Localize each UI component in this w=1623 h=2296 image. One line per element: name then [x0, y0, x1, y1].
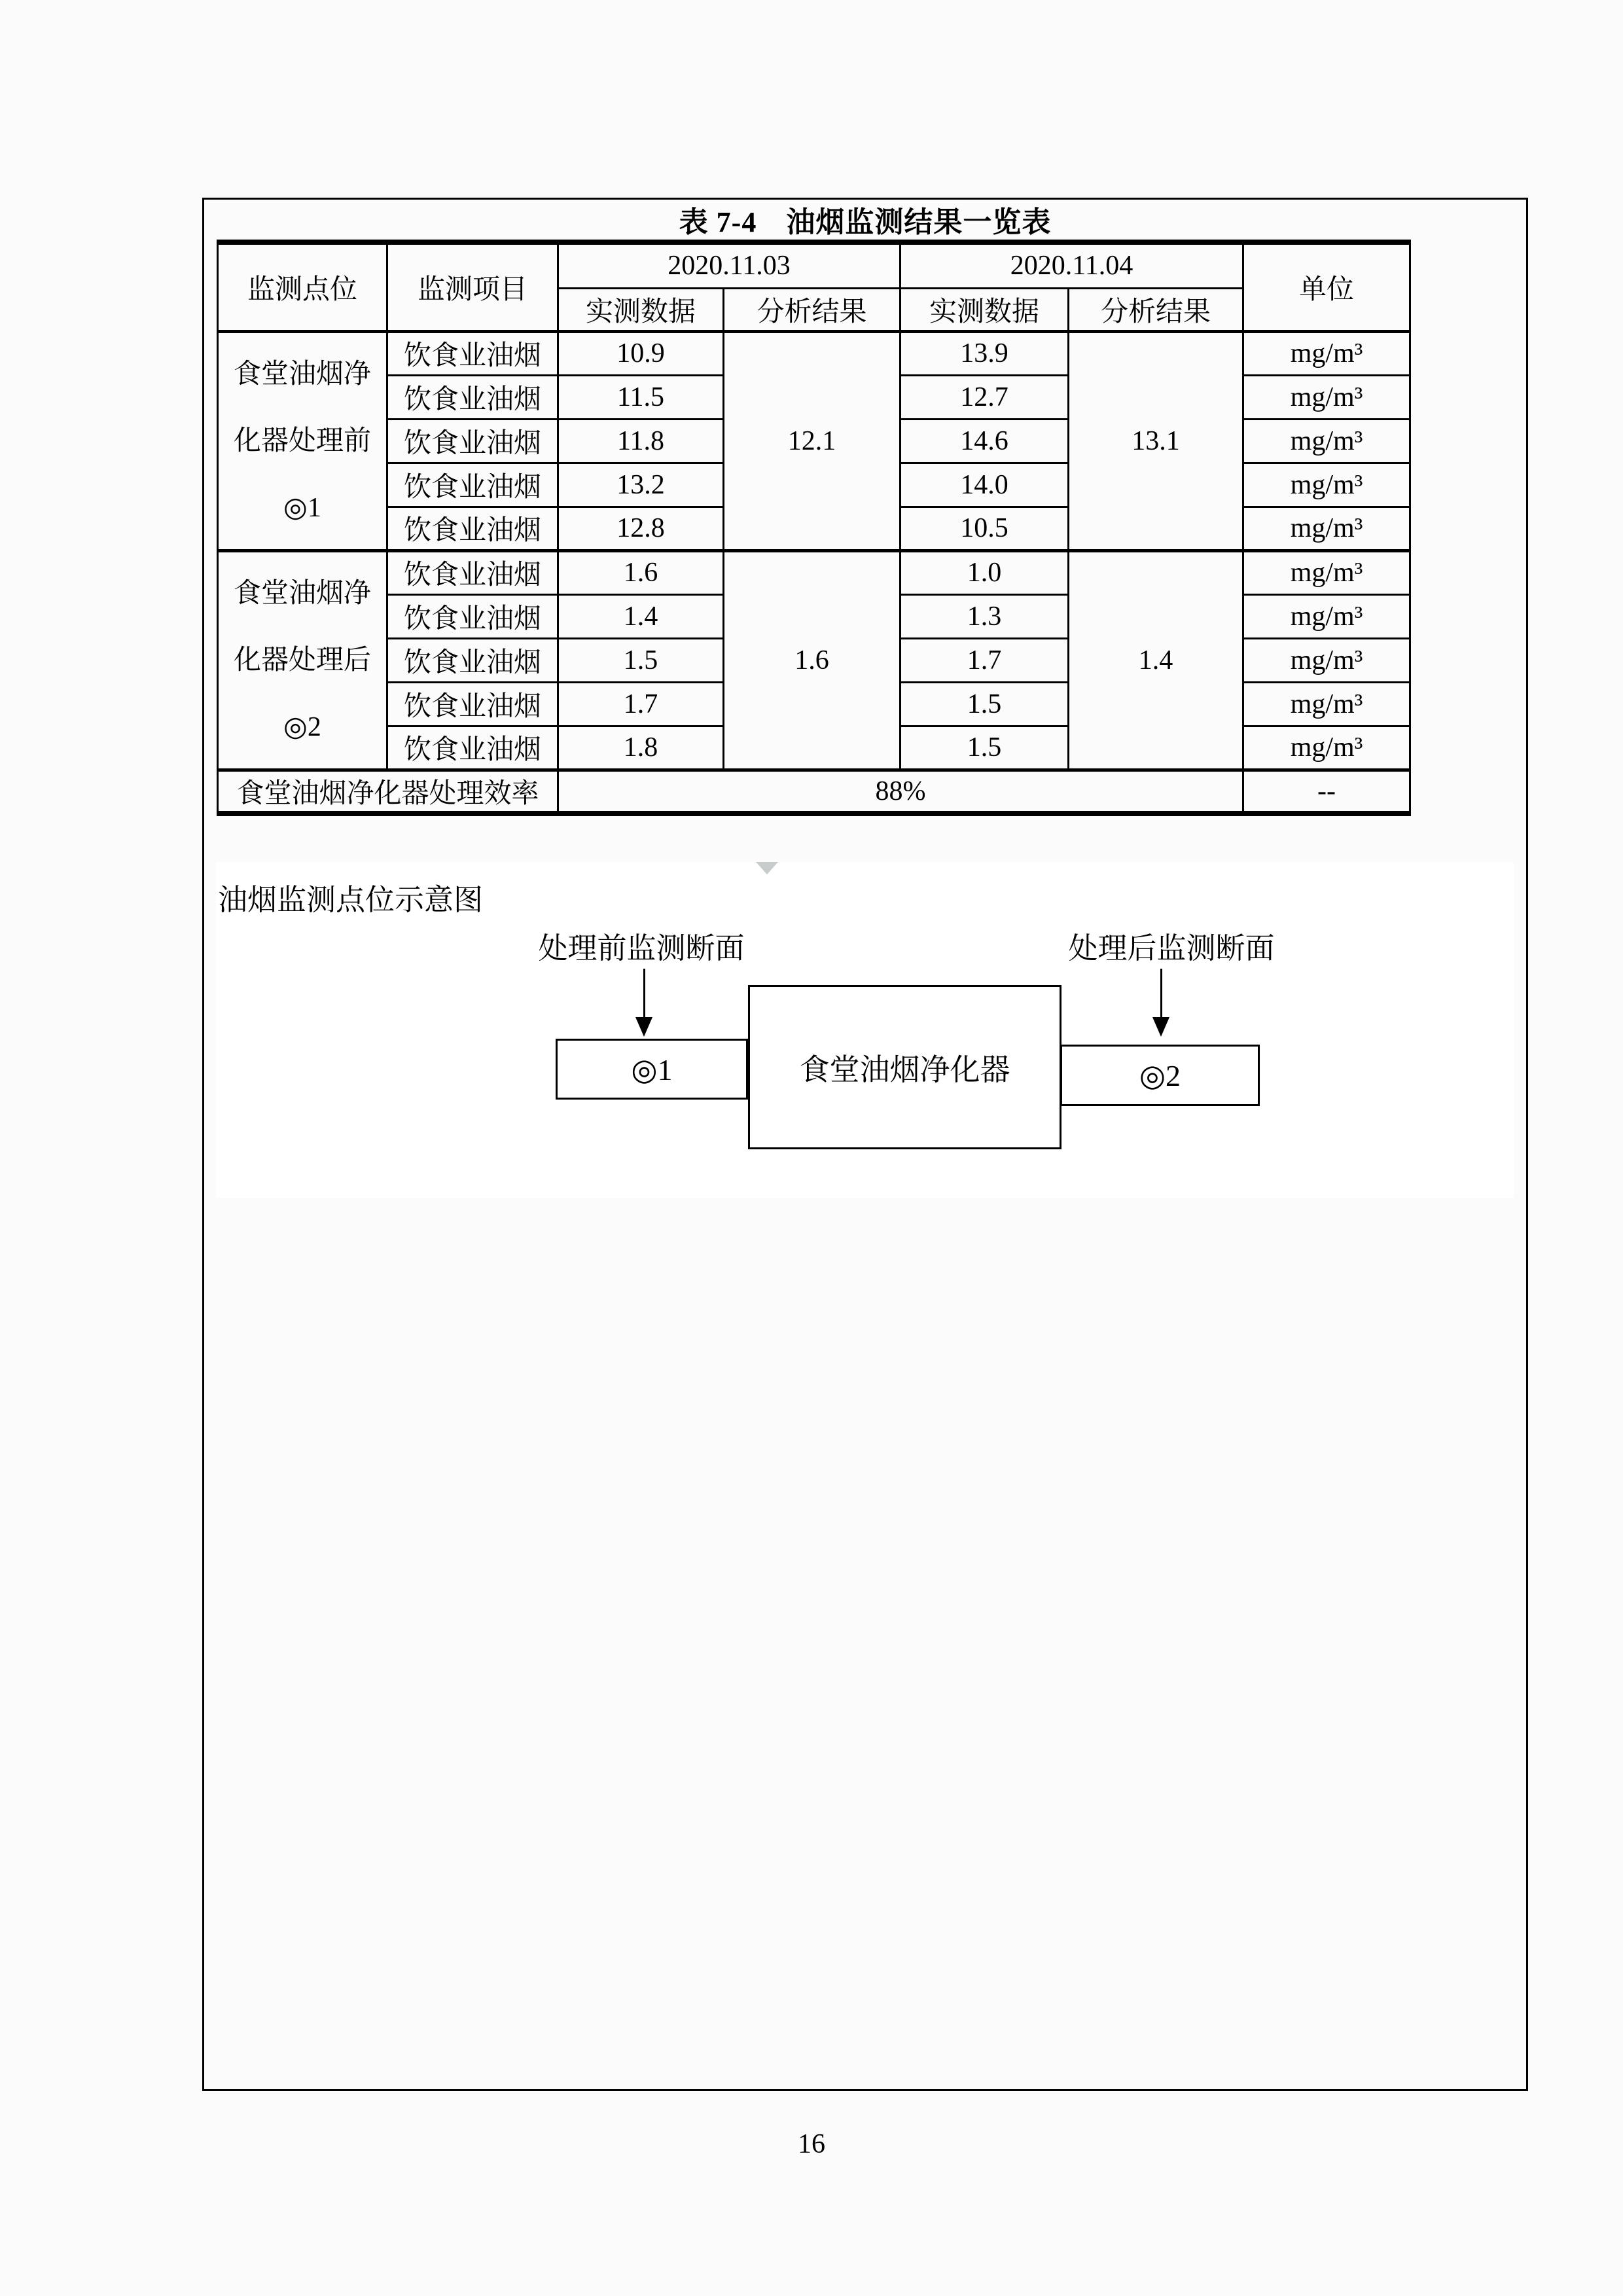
monitor-point-1-box: ◎1	[556, 1039, 748, 1100]
point-line: ◎1	[283, 492, 321, 523]
efficiency-value-cell: 88%	[558, 770, 1243, 814]
value-cell: 1.8	[558, 726, 724, 770]
unit-cell: mg/m³	[1243, 463, 1410, 507]
point-cell-after	[218, 550, 387, 770]
point-line: 化器处理后	[233, 645, 371, 675]
value-cell: 1.5	[901, 726, 1069, 770]
analysis-cell: 1.4	[1069, 550, 1243, 770]
efficiency-unit-cell: --	[1243, 770, 1410, 814]
unit-cell: mg/m³	[1243, 550, 1410, 594]
value-cell: 10.5	[901, 507, 1069, 550]
arrow-down-icon	[635, 1017, 652, 1037]
header-measured-2: 实测数据	[901, 288, 1069, 331]
value-cell: 11.5	[558, 375, 724, 419]
canvas-handle-triangle-icon	[756, 862, 778, 874]
value-cell: 1.0	[901, 550, 1069, 594]
purifier-box: 食堂油烟净化器	[748, 985, 1061, 1149]
unit-cell: mg/m³	[1243, 419, 1410, 463]
page-number: 16	[798, 2129, 825, 2159]
point-cell-before	[218, 331, 387, 550]
header-measured-1: 实测数据	[558, 288, 724, 331]
header-analysis-2: 分析结果	[1069, 288, 1243, 331]
analysis-cell: 13.1	[1069, 331, 1243, 550]
value-cell: 1.7	[901, 638, 1069, 682]
table-title: 表 7-4 油烟监测结果一览表	[679, 206, 1052, 238]
analysis-cell: 12.1	[724, 331, 901, 550]
analysis-cell: 1.6	[724, 550, 901, 770]
point-line: 化器处理前	[233, 425, 371, 456]
unit-cell: mg/m³	[1243, 594, 1410, 638]
arrow-down-icon	[643, 969, 645, 1020]
diagram-title: 油烟监测点位示意图	[218, 884, 484, 916]
value-cell: 1.5	[558, 638, 724, 682]
item-cell: 饮食业油烟	[387, 419, 558, 463]
point-line: ◎2	[283, 711, 321, 742]
header-item: 监测项目	[387, 242, 558, 331]
value-cell: 13.9	[901, 331, 1069, 375]
unit-cell: mg/m³	[1243, 726, 1410, 770]
item-cell: 饮食业油烟	[387, 682, 558, 726]
item-cell: 饮食业油烟	[387, 507, 558, 550]
monitoring-results-table	[217, 240, 1411, 816]
point-line: 食堂油烟净	[233, 578, 371, 609]
arrow-down-icon	[1152, 1017, 1169, 1037]
unit-cell: mg/m³	[1243, 638, 1410, 682]
unit-cell: mg/m³	[1243, 507, 1410, 550]
item-cell: 饮食业油烟	[387, 638, 558, 682]
point-line: 食堂油烟净	[233, 359, 371, 389]
value-cell: 12.8	[558, 507, 724, 550]
efficiency-label-cell: 食堂油烟净化器处理效率	[218, 770, 558, 814]
header-analysis-1: 分析结果	[724, 288, 901, 331]
unit-cell: mg/m³	[1243, 682, 1410, 726]
value-cell: 10.9	[558, 331, 724, 375]
value-cell: 1.7	[558, 682, 724, 726]
header-unit: 单位	[1243, 242, 1410, 331]
item-cell: 饮食业油烟	[387, 375, 558, 419]
value-cell: 1.6	[558, 550, 724, 594]
item-cell: 饮食业油烟	[387, 463, 558, 507]
header-date-2: 2020.11.04	[901, 242, 1243, 288]
monitor-point-2-box: ◎2	[1060, 1045, 1260, 1106]
value-cell: 1.5	[901, 682, 1069, 726]
value-cell: 11.8	[558, 419, 724, 463]
item-cell: 饮食业油烟	[387, 550, 558, 594]
item-cell: 饮食业油烟	[387, 726, 558, 770]
value-cell: 14.0	[901, 463, 1069, 507]
item-cell: 饮食业油烟	[387, 594, 558, 638]
arrow-down-icon	[1160, 969, 1162, 1020]
value-cell: 13.2	[558, 463, 724, 507]
item-cell: 饮食业油烟	[387, 331, 558, 375]
unit-cell: mg/m³	[1243, 375, 1410, 419]
label-before-treatment: 处理前监测断面	[538, 932, 745, 965]
header-point: 监测点位	[218, 242, 387, 331]
value-cell: 14.6	[901, 419, 1069, 463]
header-date-1: 2020.11.03	[558, 242, 901, 288]
value-cell: 12.7	[901, 375, 1069, 419]
label-after-treatment: 处理后监测断面	[1068, 932, 1275, 965]
value-cell: 1.4	[558, 594, 724, 638]
value-cell: 1.3	[901, 594, 1069, 638]
unit-cell: mg/m³	[1243, 331, 1410, 375]
